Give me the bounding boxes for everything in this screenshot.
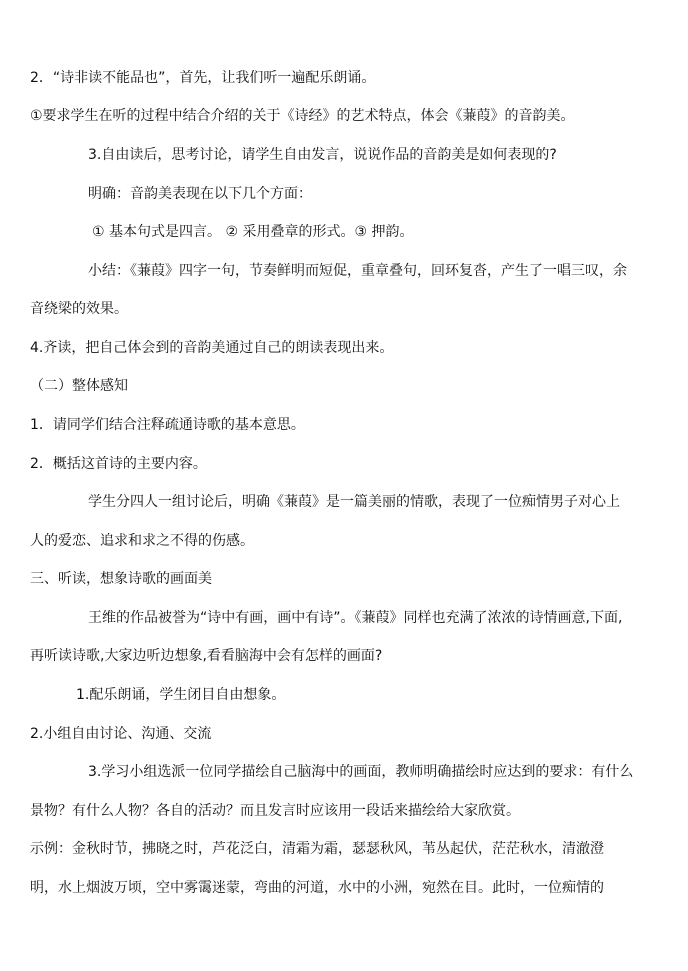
paragraph-example: 示例：金秋时节，拂晓之时，芦花泛白，清霜为霜，瑟瑟秋风，苇丛起伏，茫茫秋水，清澈澄 [30, 841, 604, 857]
paragraph-group-discussion: 学生分四人一组讨论后，明确《蒹葭》是一篇美丽的情歌，表现了一位痴情男子对心上 [88, 494, 620, 510]
paragraph-main-content: 2．概括这首诗的主要内容。 [30, 456, 207, 472]
paragraph-music-recital: 1.配乐朗诵，学生闭目自由想象。 [76, 687, 286, 703]
section-heading-imagery: 三、听读，想象诗歌的画面美 [30, 571, 212, 587]
paragraph-describe-scene-cont: 景物？有什么人物？各自的活动？而且发言时应该用一段话来描绘给大家欣赏。 [30, 803, 520, 819]
paragraph-wang-wei: 王维的作品被誉为“诗中有画，画中有诗”。《蒹葭》同样也充满了浓浓的诗情画意,下面, [88, 610, 623, 626]
paragraph-example-cont: 明，水上烟波万顷，空中雾霭迷蒙，弯曲的河道，水中的小洲，宛然在目。此时，一位痴情的 [30, 880, 604, 896]
paragraph-summary-cont: 音绕梁的效果。 [30, 301, 128, 317]
paragraph-clarify: 明确：音韵美表现在以下几个方面： [88, 186, 312, 202]
paragraph-read-together: 4.齐读，把自己体会到的音韵美通过自己的朗读表现出来。 [30, 340, 394, 356]
paragraph-recital-intro: 2．“诗非读不能品也”，首先，让我们听一遍配乐朗诵。 [30, 70, 376, 86]
paragraph-summary: 小结：《蒹葭》四字一句，节奏鲜明而短促，重章叠句，回环复沓，产生了一唱三叹，余 [88, 263, 627, 279]
section-heading-overall: （二）整体感知 [30, 378, 128, 394]
paragraph-describe-scene: 3.学习小组选派一位同学描绘自己脑海中的画面，教师明确描绘时应达到的要求：有什么 [88, 764, 634, 780]
paragraph-wang-wei-cont: 再听读诗歌,大家边听边想象,看看脑海中会有怎样的画面? [30, 648, 383, 664]
paragraph-free-reading: 3.自由读后，思考讨论，请学生自由发言，说说作品的音韵美是如何表现的? [88, 147, 557, 163]
paragraph-group-exchange: 2.小组自由讨论、沟通、交流 [30, 726, 212, 742]
paragraph-rhythm-points: ① 基本句式是四言。 ② 采用叠章的形式。③ 押韵。 [92, 224, 414, 240]
paragraph-notes: 1．请同学们结合注释疏通诗歌的基本意思。 [30, 417, 305, 433]
paragraph-group-discussion-cont: 人的爱恋、追求和求之不得的伤感。 [30, 533, 254, 549]
paragraph-listen-requirement: ①要求学生在听的过程中结合介绍的关于《诗经》的艺术特点，体会《蒹葭》的音韵美。 [30, 108, 575, 124]
